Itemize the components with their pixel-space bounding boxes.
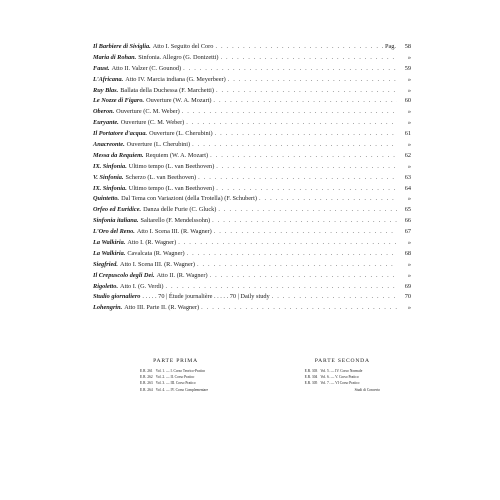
page-number: »: [407, 239, 411, 247]
toc-title: La Walkiria.: [93, 249, 126, 257]
dot-leader: [198, 173, 397, 184]
dot-leader: [178, 238, 397, 249]
catalog-line: E.R. 304 Vol. 6. — V. Corso Pratico: [304, 375, 359, 380]
toc-row: [93, 216, 411, 227]
page-number: »: [407, 260, 411, 268]
toc-row: [93, 42, 411, 53]
toc-title: L'Oro del Reno.: [93, 228, 135, 236]
table-of-contents: [93, 42, 411, 314]
page-number: 65: [404, 206, 411, 214]
toc-row: [93, 184, 411, 195]
toc-description: Ultimo tempo (L. van Beethoven): [128, 162, 215, 170]
toc-description: Requiem (W. A. Mozart): [145, 151, 209, 159]
dot-leader: [192, 140, 397, 151]
dot-leader: [213, 96, 397, 107]
toc-title: V. Sinfonia.: [93, 173, 124, 181]
toc-description: . . . . . 70 | Étude journalière . . . . . 70 | Daily study: [142, 293, 270, 301]
toc-title: Oberon.: [93, 108, 115, 116]
toc-description: Ouverture (L. Cherubini): [126, 141, 191, 149]
dot-leader: [218, 205, 397, 216]
toc-description: Ultimo tempo (L. van Beethoven): [128, 184, 215, 192]
page-number: »: [407, 141, 411, 149]
dot-leader: [272, 292, 397, 303]
page-number: »: [407, 108, 411, 116]
toc-title: Orfeo ed Euridice.: [93, 206, 142, 214]
toc-description: Ouverture (W. A. Mozart): [146, 97, 212, 105]
toc-row: [93, 260, 411, 271]
dot-leader: [212, 216, 397, 227]
toc-row: [93, 292, 411, 303]
catalog-line: E.R. 305 Vol. 7. — VI Corso Pratico: [304, 381, 360, 386]
toc-row: [93, 205, 411, 216]
toc-title: Ruy Blas.: [93, 86, 119, 94]
toc-row: [93, 271, 411, 282]
series-part-two: [305, 358, 380, 393]
toc-title: Messa da Requiem.: [93, 151, 144, 159]
toc-title: Quintetto.: [93, 195, 120, 203]
toc-title: Faust.: [93, 64, 110, 72]
page-number: 61: [404, 130, 411, 138]
toc-title: IX. Sinfonia.: [93, 162, 127, 170]
toc-title: Siegfried.: [93, 260, 119, 268]
dot-leader: [186, 118, 397, 129]
toc-row: [93, 238, 411, 249]
catalog-line: E.R. 261 Vol. 1. — I. Corso Teorico-Pratico: [140, 369, 206, 373]
toc-title: Sinfonia italiana.: [93, 217, 139, 225]
toc-row: [93, 151, 411, 162]
toc-description: Atto I. Scena III. (R. Wagner): [120, 260, 195, 268]
series-catalog: [140, 358, 380, 393]
dot-leader: [259, 194, 397, 205]
page-number: 70: [404, 293, 411, 301]
toc-description: Saltarello (F. Mendelssohn): [140, 217, 211, 225]
page-number: »: [407, 271, 411, 279]
toc-title: La Walkiria.: [93, 239, 126, 247]
page-number: 64: [404, 184, 411, 192]
catalog-line: E.R. 264 Vol. 4. — IV. Corso Complementare: [140, 387, 209, 392]
toc-row: [93, 227, 411, 238]
page-number: 63: [404, 173, 411, 181]
page-number: 62: [404, 151, 411, 159]
toc-title: L'Africana.: [93, 75, 124, 83]
part-one-heading: PARTE PRIMA: [153, 358, 198, 364]
toc-title: Le Nozze di Figaro.: [93, 97, 145, 105]
toc-title: Anacreonte.: [93, 141, 125, 149]
toc-row: [93, 173, 411, 184]
page-number: 66: [404, 217, 411, 225]
toc-description: Dal Tema con Variazioni (della Trotella) (F. Schubert): [121, 195, 257, 203]
toc-title: Il Crepuscolo degli Dei.: [93, 271, 155, 279]
toc-description: Sinfonia. Allegro (G. Donizetti): [138, 53, 219, 61]
toc-description: Ballata della Duchessa (F. Marchetti): [120, 86, 214, 94]
toc-row: [93, 129, 411, 140]
toc-description: Danza delle Furie (C. Gluck): [143, 206, 217, 214]
toc-description: Atto II. Valzer (C. Gounod): [111, 64, 182, 72]
dot-leader: [182, 107, 397, 118]
toc-row: [93, 86, 411, 97]
page-number: »: [407, 119, 411, 127]
dot-leader: [201, 303, 397, 314]
toc-row: [93, 118, 411, 129]
toc-description: Atto I. (G. Verdi): [120, 282, 164, 290]
dot-leader: [214, 227, 397, 238]
toc-title: Studio giornaliero: [93, 293, 141, 301]
dot-leader: [183, 64, 397, 75]
toc-description: Ouverture (C. M. Weber): [120, 119, 185, 127]
page-number: 59: [404, 64, 411, 72]
toc-title: IX. Sinfonia.: [93, 184, 127, 192]
catalog-extra: Studi di Concerto: [354, 387, 380, 392]
catalog-line: E.R. 262 Vol. 2. — II. Corso Pratico: [140, 375, 195, 380]
page-label: Pag.: [384, 43, 396, 50]
series-part-one: [140, 358, 211, 393]
dot-leader: [187, 249, 397, 260]
toc-description: Atto I. Seguito del Coro: [152, 43, 214, 50]
toc-title: Lohengrin.: [93, 304, 123, 312]
toc-row: [93, 53, 411, 64]
toc-row: [93, 194, 411, 205]
toc-description: Atto IV. Marcia indiana (G. Meyerbeer): [125, 75, 226, 83]
dot-leader: [216, 86, 397, 97]
toc-row: [93, 162, 411, 173]
toc-description: Ouverture (L. Cherubini): [149, 130, 213, 138]
dot-leader: [216, 162, 397, 173]
toc-description: Atto I. (R. Wagner): [127, 239, 177, 247]
dot-leader: [216, 184, 397, 195]
page-number: 60: [404, 97, 411, 105]
toc-row: [93, 75, 411, 86]
toc-row: [93, 64, 411, 75]
dot-leader: [221, 53, 398, 64]
toc-description: Atto III. Parte II. (R. Wagner): [124, 304, 200, 312]
part-two-heading: PARTE SECONDA: [314, 358, 370, 364]
page-number: 67: [404, 228, 411, 236]
catalog-line: E.R. 303 Vol. 5. — IV. Corso Normale: [304, 369, 363, 373]
page-number: »: [407, 162, 411, 170]
dot-leader: [210, 271, 397, 282]
page-number: »: [407, 86, 411, 94]
toc-row: [93, 303, 411, 314]
page-number: »: [407, 195, 411, 203]
toc-row: [93, 249, 411, 260]
page-number: 69: [404, 282, 411, 290]
toc-title: Il Portatore d'acqua.: [93, 130, 148, 138]
catalog-line: E.R. 263 Vol. 3. — III. Corso Pratico: [140, 381, 196, 386]
toc-title: Rigoletto.: [93, 282, 119, 290]
dot-leader: [165, 282, 397, 293]
page-number: »: [407, 53, 411, 61]
dot-leader: [215, 129, 397, 140]
page-number: »: [407, 75, 411, 83]
page-number: »: [407, 304, 411, 312]
toc-row: [93, 107, 411, 118]
toc-description: Atto I. Scena III. (R. Wagner): [136, 228, 212, 236]
dot-leader: [197, 260, 397, 271]
toc-title: Euryante.: [93, 119, 119, 127]
toc-description: Atto II. (R. Wagner): [156, 271, 208, 279]
toc-title: Maria di Rohan.: [93, 53, 137, 61]
toc-description: Scherzo (L. van Beethoven): [125, 173, 197, 181]
toc-row: [93, 96, 411, 107]
toc-row: [93, 282, 411, 293]
toc-description: Cavalcata (R. Wagner): [127, 249, 185, 257]
dot-leader: [215, 42, 383, 53]
page-number: 68: [404, 249, 411, 257]
dot-leader: [210, 151, 397, 162]
toc-description: Ouverture (C. M. Weber): [116, 108, 180, 116]
page-number: 58: [404, 43, 411, 50]
dot-leader: [228, 75, 397, 86]
toc-row: [93, 140, 411, 151]
toc-title: Il Barbiere di Siviglia.: [93, 43, 151, 50]
